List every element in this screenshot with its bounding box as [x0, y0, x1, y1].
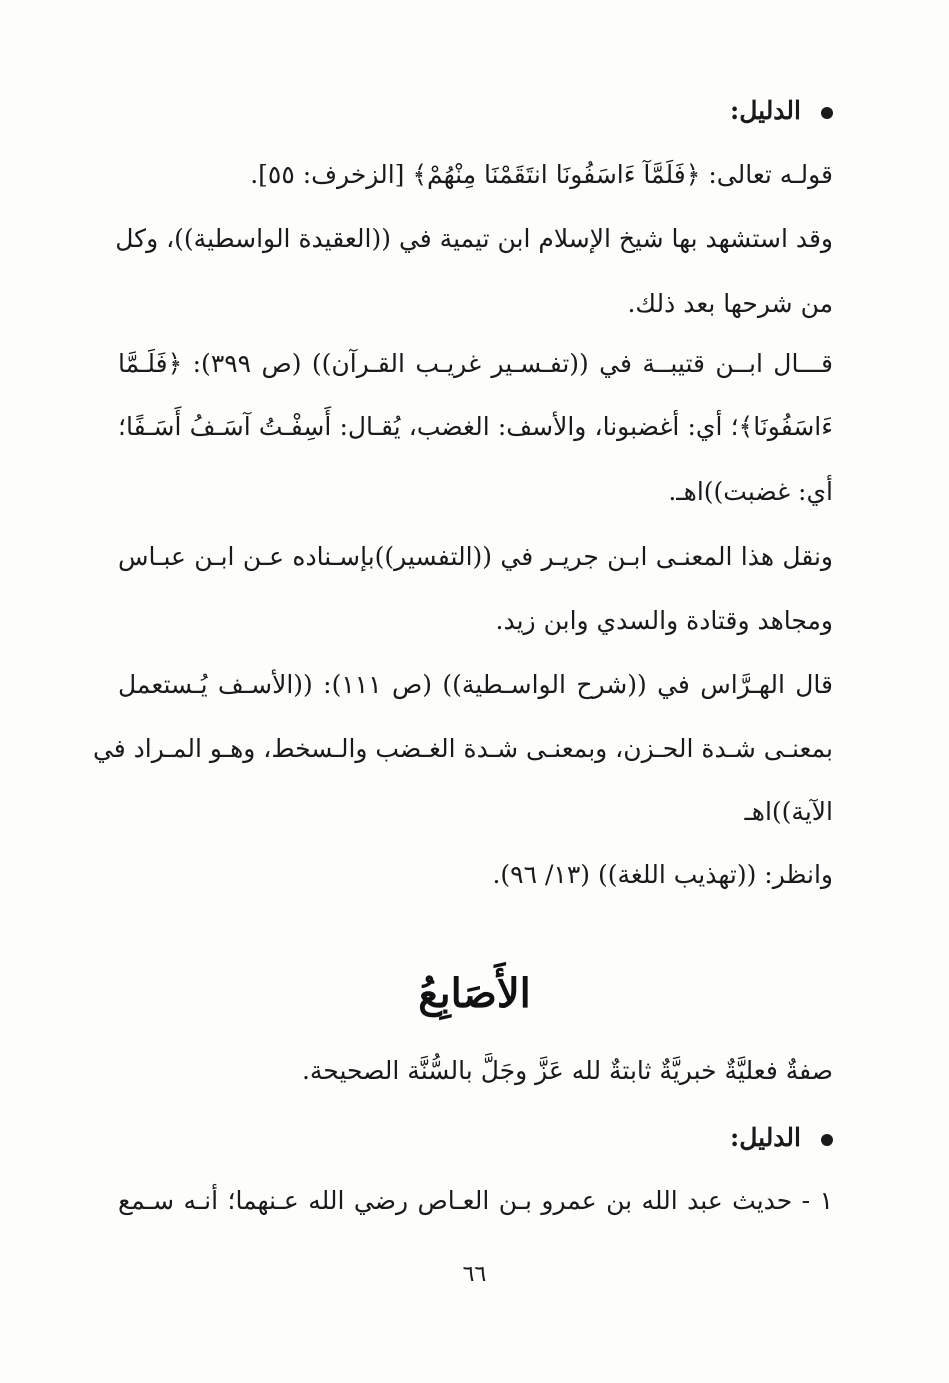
- paragraph-line: وقد استشهد بها شيخ الإسلام ابن تيمية في ((العقيدة الواسطية))، وكل: [115, 224, 833, 253]
- bullet-icon: [821, 1134, 833, 1146]
- paragraph-line: ١ - حديث عبد الله بن عمرو بـن العـاص رضي الله عـنهما؛ أنـه سـمع: [118, 1186, 833, 1215]
- bullet-icon: [821, 107, 833, 119]
- evidence-heading-1: [730, 94, 833, 128]
- paragraph-line: وانظر: ((تهذيب اللغة)) (١٣/ ٩٦).: [492, 860, 833, 889]
- evidence-label: الدليل:: [729, 96, 801, 125]
- paragraph-line: أي: غضبت))اهـ.: [668, 477, 833, 506]
- page-number: ٦٦: [462, 1262, 487, 1287]
- evidence-heading-2: [730, 1121, 833, 1155]
- paragraph-line: صفةٌ فعليَّةٌ خبريَّةٌ ثابتةٌ لله عَزَّ وجَلَّ بالسُّنَّة الصحيحة.: [301, 1056, 833, 1085]
- evidence-label: الدليل:: [729, 1123, 801, 1152]
- paragraph-line: قولـه تعالى: ﴿فَلَمَّآ ءَاسَفُونَا انتَقَمْنَا مِنْهُمْ﴾ [الزخرف: ٥٥].: [250, 160, 833, 189]
- paragraph-line: بمعنـى شـدة الحـزن، وبمعنـى شـدة الغـضب والـسخط، وهـو المـراد في: [92, 734, 833, 763]
- paragraph-line: من شرحها بعد ذلك.: [627, 289, 833, 318]
- paragraph-line: الآية))اهـ: [744, 797, 833, 826]
- section-title: الأَصَابِعُ: [418, 970, 531, 1017]
- paragraph-line: ونقل هذا المعنـى ابـن جريـر في ((التفسير))بإسـناده عـن ابـن عبـاس: [118, 542, 833, 571]
- paragraph-line: ومجاهد وقتادة والسدي وابن زيد.: [495, 606, 833, 635]
- paragraph-line: ءَاسَفُونَا﴾؛ أي: أغضبونا، والأسف: الغضب، يُقـال: أَسِفْـتُ آسَـفُ أَسَـفًا؛: [118, 412, 833, 441]
- paragraph-line: قـــال ابــن قتيبــة في ((تفـسـير غريـب القـرآن)) (ص ٣٩٩): ﴿فَلَـمَّا: [118, 349, 833, 378]
- paragraph-line: قال الهـرَّاس في ((شرح الواسـطية)) (ص ١١١): ((الأسـف يُـستعمل: [118, 670, 834, 699]
